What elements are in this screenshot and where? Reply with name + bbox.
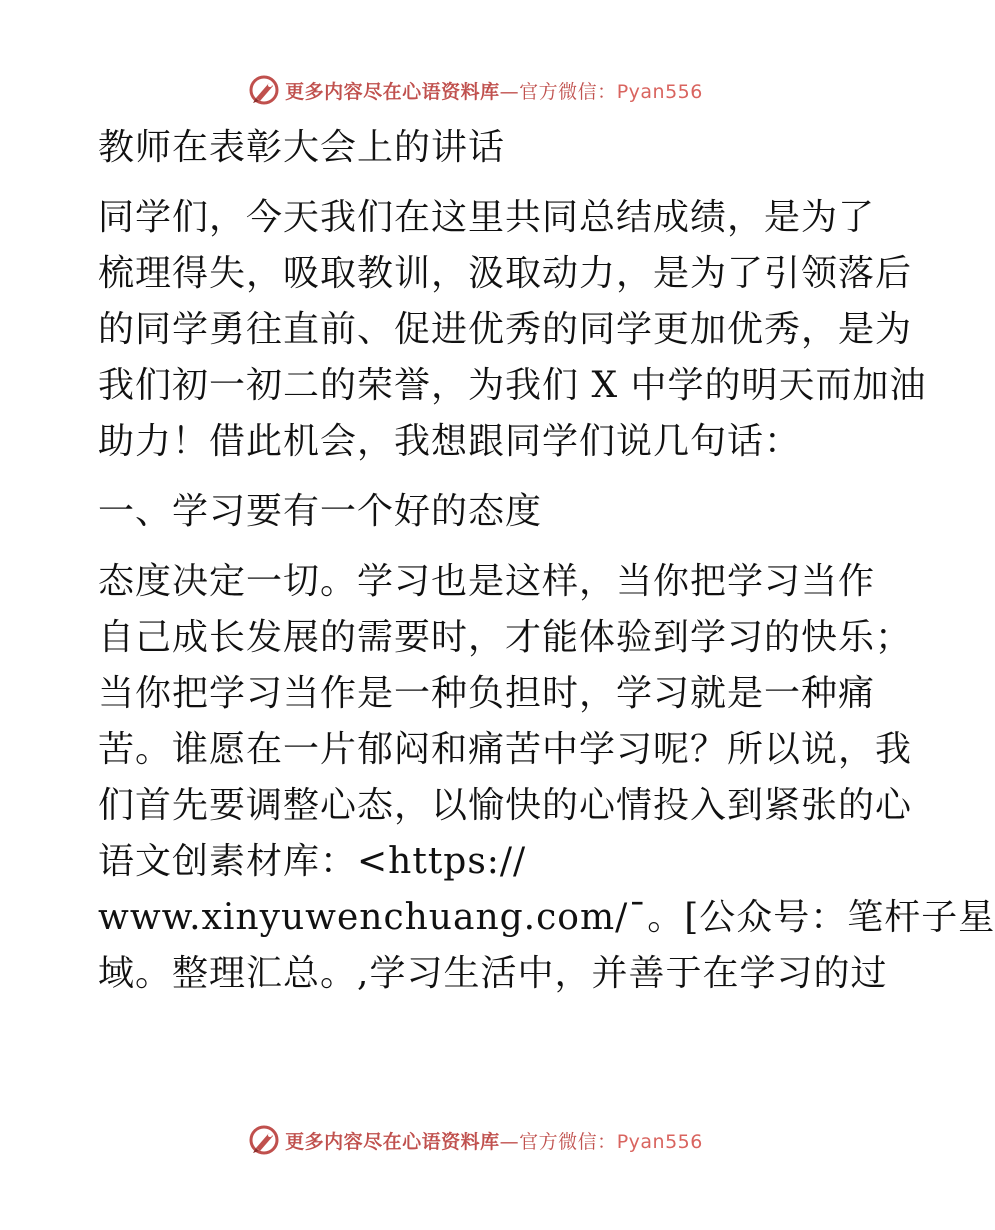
document-body [98, 120, 995, 1002]
paragraph-line: 当你把学习当作是一种负担时，学习就是一种痛 [98, 673, 876, 714]
watermark-wechat-label: 官方微信： [519, 80, 617, 103]
pen-logo-icon [247, 73, 281, 107]
watermark-text [285, 1127, 703, 1154]
watermark-site-text: 更多内容尽在心语资料库 [285, 80, 500, 103]
paragraph-line: 同学们，今天我们在这里共同总结成绩，是为了 [98, 197, 876, 238]
paragraph-line: 语文创素材库：<https:// [98, 841, 527, 882]
paragraph-line: 态度决定一切。学习也是这样，当你把学习当作 [98, 561, 876, 602]
paragraph-1 [98, 190, 927, 470]
watermark-separator: — [499, 80, 520, 103]
header-watermark [0, 70, 950, 110]
footer-watermark [0, 1120, 950, 1160]
paragraph-line: 梳理得失，吸取教训，汲取动力，是为了引领落后 [98, 253, 913, 294]
watermark-text [285, 77, 703, 104]
watermark-wechat-id: Pyan556 [616, 1130, 703, 1153]
paragraph-line: 们首先要调整心态，以愉快的心情投入到紧张的心 [98, 785, 913, 826]
paragraph-line: 自己成长发展的需要时，才能体验到学习的快乐； [98, 617, 913, 658]
watermark-wechat-id: Pyan556 [616, 80, 703, 103]
paragraph-line: 助力！借此机会，我想跟同学们说几句话： [98, 421, 802, 462]
paragraph-2 [98, 554, 995, 1002]
paragraph-line: 苦。谁愿在一片郁闷和痛苦中学习呢？所以说，我 [98, 729, 913, 770]
watermark-separator: — [499, 1130, 520, 1153]
pen-logo-icon [247, 1123, 281, 1157]
paragraph-line: 域。整理汇总。,学习生活中，并善于在学习的过 [98, 953, 888, 994]
paragraph-line: 的同学勇往直前、促进优秀的同学更加优秀，是为 [98, 309, 913, 350]
document-title: 教师在表彰大会上的讲话 [98, 127, 506, 168]
watermark-wechat-label: 官方微信： [519, 1130, 617, 1153]
section-heading: 一、学习要有一个好的态度 [98, 491, 543, 532]
paragraph-line: www.xinyuwenchuang.com/¯。[公众号：笔杆子星 [98, 897, 995, 938]
paragraph-line: 我们初一初二的荣誉，为我们 X 中学的明天而加油 [98, 365, 927, 406]
watermark-site-text: 更多内容尽在心语资料库 [285, 1130, 500, 1153]
